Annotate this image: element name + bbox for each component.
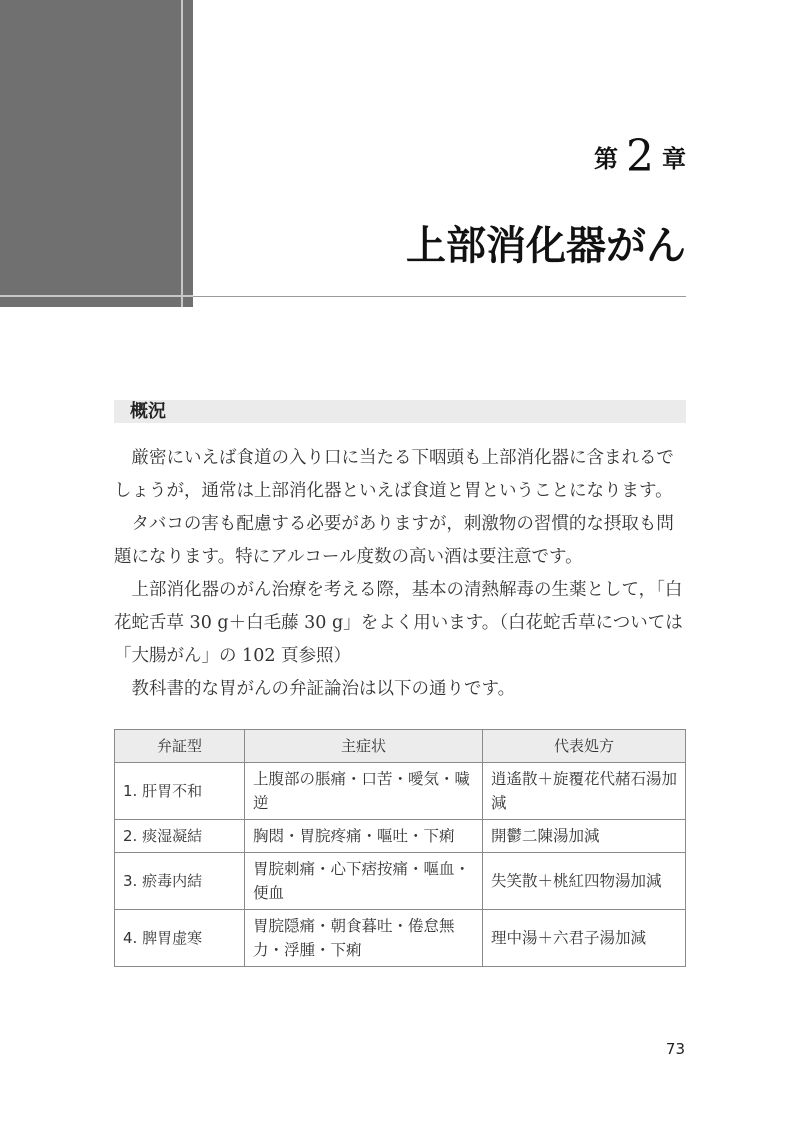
body-text — [114, 442, 688, 706]
header-prescription: 代表処方 — [483, 730, 686, 763]
table-row — [115, 910, 686, 967]
decorative-vertical-line — [181, 0, 183, 307]
paragraph: 厳密にいえば食道の入り口に当たる下咽頭も上部消化器に含まれるでしょうが，通常は上部消化器といえば食道と胃ということになります。 — [114, 448, 674, 501]
symptoms-cell: 胸悶・胃脘疼痛・嘔吐・下痢 — [245, 820, 483, 853]
page-number: 73 — [665, 1040, 685, 1058]
pattern-cell: 1. 肝胃不和 — [115, 763, 245, 820]
prescription-cell: 逍遙散＋旋覆花代赭石湯加減 — [483, 763, 686, 820]
prescription-cell: 開鬱二陳湯加減 — [483, 820, 686, 853]
benshou-table — [114, 729, 686, 967]
paragraph: 上部消化器のがん治療を考える際，基本の清熱解毒の生薬として，「白花蛇舌草 30 g＋白毛藤 30 g」をよく用います。（白花蛇舌草については「大腸がん」の 102 頁参照） — [114, 580, 683, 666]
header-symptoms: 主症状 — [245, 730, 483, 763]
symptoms-cell: 胃脘隠痛・朝食暮吐・倦怠無力・浮腫・下痢 — [245, 910, 483, 967]
chapter-tab-block — [0, 0, 193, 307]
table-row — [115, 763, 686, 820]
table-row — [115, 853, 686, 910]
paragraph: 教科書的な胃がんの弁証論治は以下の通りです。 — [131, 679, 516, 699]
pattern-cell: 2. 痰湿凝結 — [115, 820, 245, 853]
header-pattern: 弁証型 — [115, 730, 245, 763]
section-heading: 概況 — [130, 401, 166, 422]
symptoms-cell: 上腹部の脹痛・口苦・噯気・噦逆 — [245, 763, 483, 820]
table-header-row — [115, 730, 686, 763]
chapter-label — [594, 131, 686, 182]
chapter-number: 2 — [626, 131, 654, 182]
chapter-suffix: 章 — [662, 145, 686, 173]
chapter-prefix: 第 — [594, 145, 618, 173]
table-row — [115, 820, 686, 853]
section-heading-bar — [114, 400, 686, 423]
symptoms-cell: 胃脘刺痛・心下痞按痛・嘔血・便血 — [245, 853, 483, 910]
prescription-cell: 失笑散＋桃紅四物湯加減 — [483, 853, 686, 910]
prescription-cell: 理中湯＋六君子湯加減 — [483, 910, 686, 967]
decorative-horizontal-line — [0, 295, 193, 297]
title-divider — [193, 296, 686, 297]
paragraph: タバコの害も配慮する必要がありますが，刺激物の習慣的な摂取も問題になります。特にアルコール度数の高い酒は要注意です。 — [114, 514, 674, 567]
pattern-cell: 3. 瘀毒内結 — [115, 853, 245, 910]
pattern-cell: 4. 脾胃虚寒 — [115, 910, 245, 967]
chapter-title: 上部消化器がん — [406, 223, 686, 269]
